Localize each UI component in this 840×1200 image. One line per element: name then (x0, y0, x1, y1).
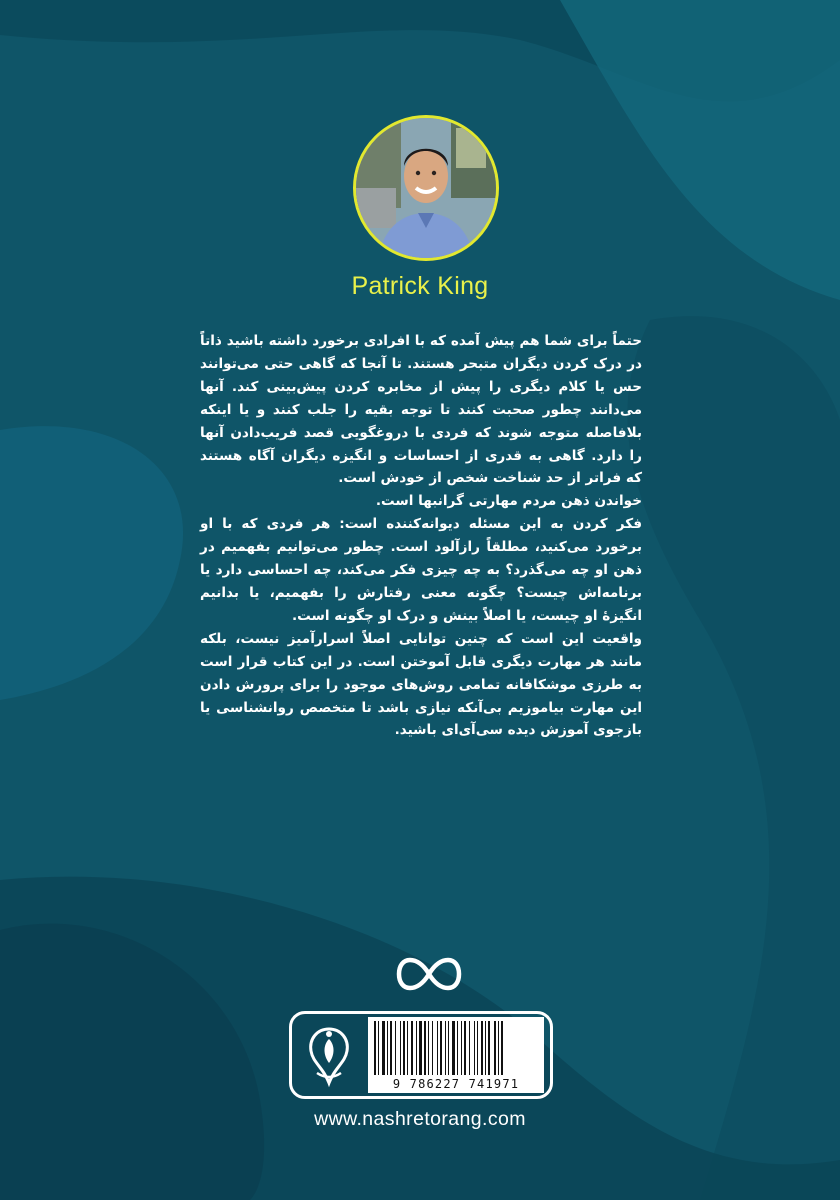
publisher-emblem-icon (299, 1023, 359, 1089)
author-photo (353, 115, 499, 261)
author-photo-illustration (356, 118, 496, 258)
blurb-paragraph: حتماً برای شما هم پیش آمده که با افرادی برخورد داشته باشید ذاتاً در درک کردن دیگران متبحر هستند. تا آنجا که گاهی حتی می‌توانند حس یا کلام دیگری را پیش از مخابره کردن پیش‌بینی کند. آنها می‌دانند چطور صحبت کنند تا توجه بقیه را جلب کنند و یا اینکه بلافاصله متوجه شوند که فردی با دروغگویی قصد فریب‌دادن آنها را دارد. گاهی به قدری از احساسات و انگیزه دیگران آگاه هستند که فراتر از حد شناخت شخص از خودش است. (200, 333, 642, 487)
blurb-paragraph: واقعیت این است که چنین توانایی اصلاً اسرارآمیز نیست، بلکه مانند هر مهارت دیگری قابل آموختن است. در این کتاب قرار است به طرزی موشکافانه تمامی روش‌های موجود را برای پرورش دادن این مهارت بیاموزیم بی‌آنکه نیازی باشد تا متخصص روانشناسی یا بازجوی آموزش دیده سی‌آی‌ای باشید. (200, 630, 642, 739)
blurb-paragraph: خواندن ذهن مردم مهارتی گرانبها است. (375, 493, 642, 510)
infinity-icon (396, 956, 462, 992)
barcode-bars (368, 1017, 544, 1077)
isbn-number: 9 786227 741971 (368, 1076, 544, 1092)
book-blurb (200, 330, 642, 742)
publisher-website: www.nashretorang.com (314, 1108, 526, 1130)
blurb-paragraph: فکر کردن به این مسئله دیوانه‌کننده است: هر فردی که با او برخورد می‌کنید، مطلقاً رازآلود است. چطور می‌توانیم بفهمیم در ذهن او چه می‌گذرد؟ به چه چیزی فکر می‌کند، چه احساسی دارد یا برنامه‌اش چیست؟ چگونه معنی رفتارش را بفهمیم، یا بدانیم انگیزهٔ او چیست، یا اصلاً بینش و درک او چگونه است. (200, 516, 642, 624)
author-name: Patrick King (351, 272, 489, 300)
